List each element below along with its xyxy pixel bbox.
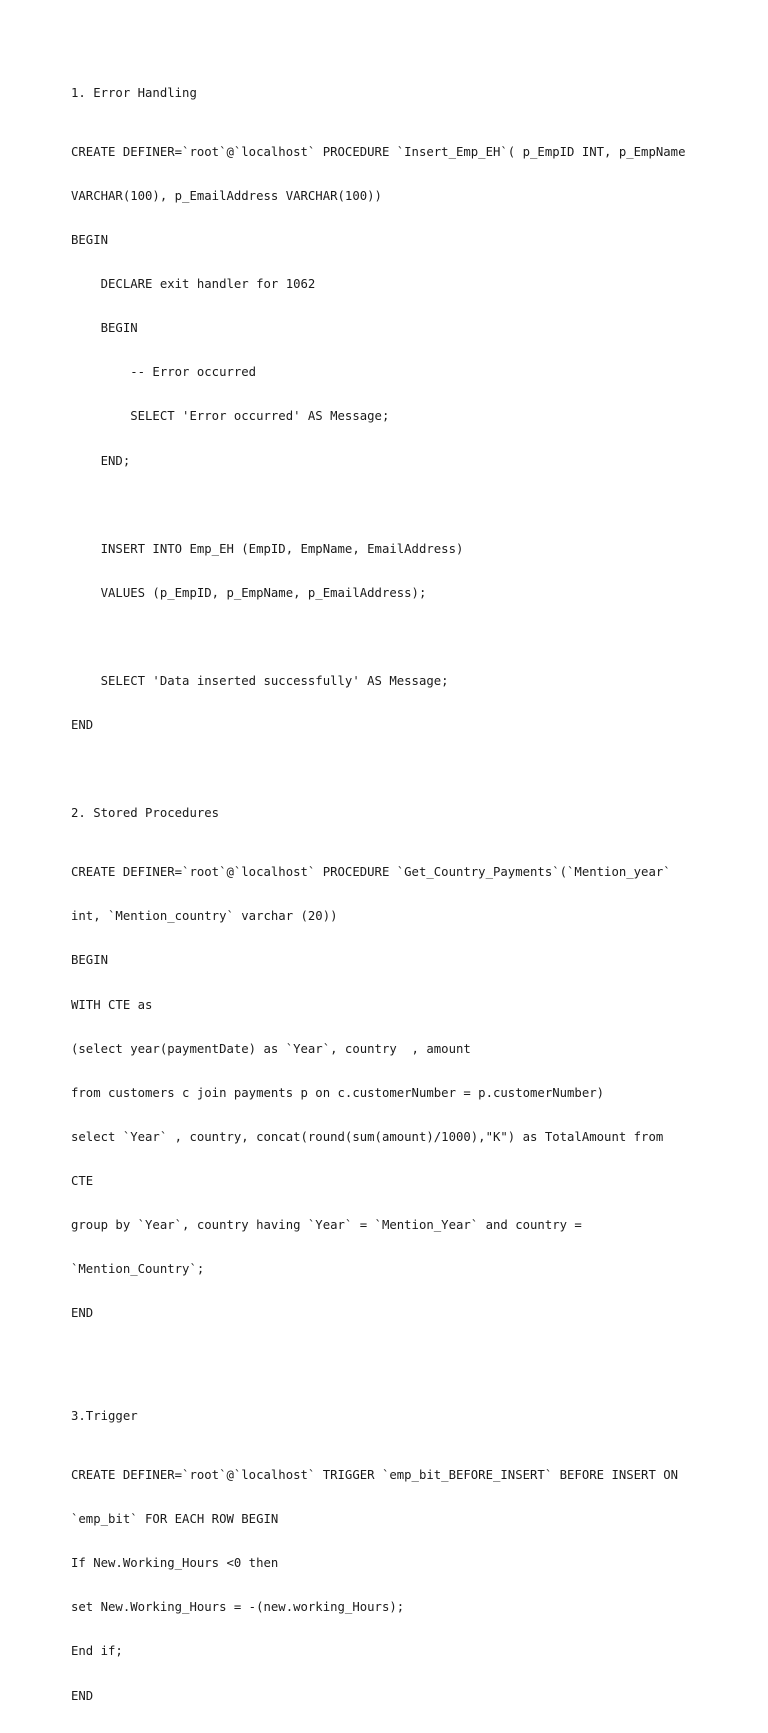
code-line: END; bbox=[71, 453, 131, 468]
code-line: `Mention_Country`; bbox=[71, 1262, 205, 1277]
code-line: DECLARE exit handler for 1062 bbox=[71, 277, 316, 292]
code-block bbox=[71, 115, 731, 762]
code-line: select `Year` , country, concat(round(sum(amount)/1000),"K") as TotalAmount from bbox=[71, 1129, 664, 1144]
code-line: END bbox=[71, 1306, 94, 1321]
code-line: If New.Working_Hours <0 then bbox=[71, 1556, 279, 1571]
code-line: SELECT 'Error occurred' AS Message; bbox=[71, 409, 390, 424]
section-heading: 3.Trigger bbox=[71, 1409, 138, 1424]
code-line: END bbox=[71, 1688, 94, 1703]
code-line: `emp_bit` FOR EACH ROW BEGIN bbox=[71, 1512, 279, 1527]
code-line bbox=[71, 630, 731, 645]
code-line: BEGIN bbox=[71, 321, 138, 336]
code-block bbox=[71, 836, 731, 1351]
code-line: CREATE DEFINER=`root`@`localhost` PROCEDURE `Insert_Emp_EH`( p_EmpID INT, p_EmpName bbox=[71, 144, 686, 159]
code-line: CTE bbox=[71, 1173, 94, 1188]
code-line: VARCHAR(100), p_EmailAddress VARCHAR(100)) bbox=[71, 188, 382, 203]
code-line: from customers c join payments p on c.customerNumber = p.customerNumber) bbox=[71, 1085, 605, 1100]
code-line: VALUES (p_EmpID, p_EmpName, p_EmailAddress); bbox=[71, 585, 427, 600]
code-line: CREATE DEFINER=`root`@`localhost` TRIGGER `emp_bit_BEFORE_INSERT` BEFORE INSERT ON bbox=[71, 1467, 679, 1482]
code-line: WITH CTE as bbox=[71, 997, 153, 1012]
code-block bbox=[71, 1439, 731, 1733]
code-line bbox=[71, 498, 731, 513]
code-line: END bbox=[71, 718, 94, 733]
code-line: BEGIN bbox=[71, 233, 109, 248]
code-line: SELECT 'Data inserted successfully' AS Message; bbox=[71, 674, 449, 689]
section-error-handling bbox=[71, 86, 731, 762]
code-line: BEGIN bbox=[71, 953, 109, 968]
code-line: INSERT INTO Emp_EH (EmpID, EmpName, EmailAddress) bbox=[71, 541, 464, 556]
code-line: set New.Working_Hours = -(new.working_Hours); bbox=[71, 1600, 405, 1615]
section-heading: 2. Stored Procedures bbox=[71, 806, 220, 821]
code-line: End if; bbox=[71, 1644, 123, 1659]
section-trigger bbox=[71, 1409, 731, 1732]
code-line: -- Error occurred bbox=[71, 365, 257, 380]
code-line: (select year(paymentDate) as `Year`, country , amount bbox=[71, 1041, 471, 1056]
document-page bbox=[71, 86, 731, 1733]
code-line: int, `Mention_country` varchar (20)) bbox=[71, 909, 338, 924]
code-line: group by `Year`, country having `Year` = `Mention_Year` and country = bbox=[71, 1218, 582, 1233]
section-stored-procedures bbox=[71, 806, 731, 1350]
section-heading: 1. Error Handling bbox=[71, 86, 197, 100]
code-line: CREATE DEFINER=`root`@`localhost` PROCEDURE `Get_Country_Payments`(`Mention_year` bbox=[71, 865, 671, 880]
